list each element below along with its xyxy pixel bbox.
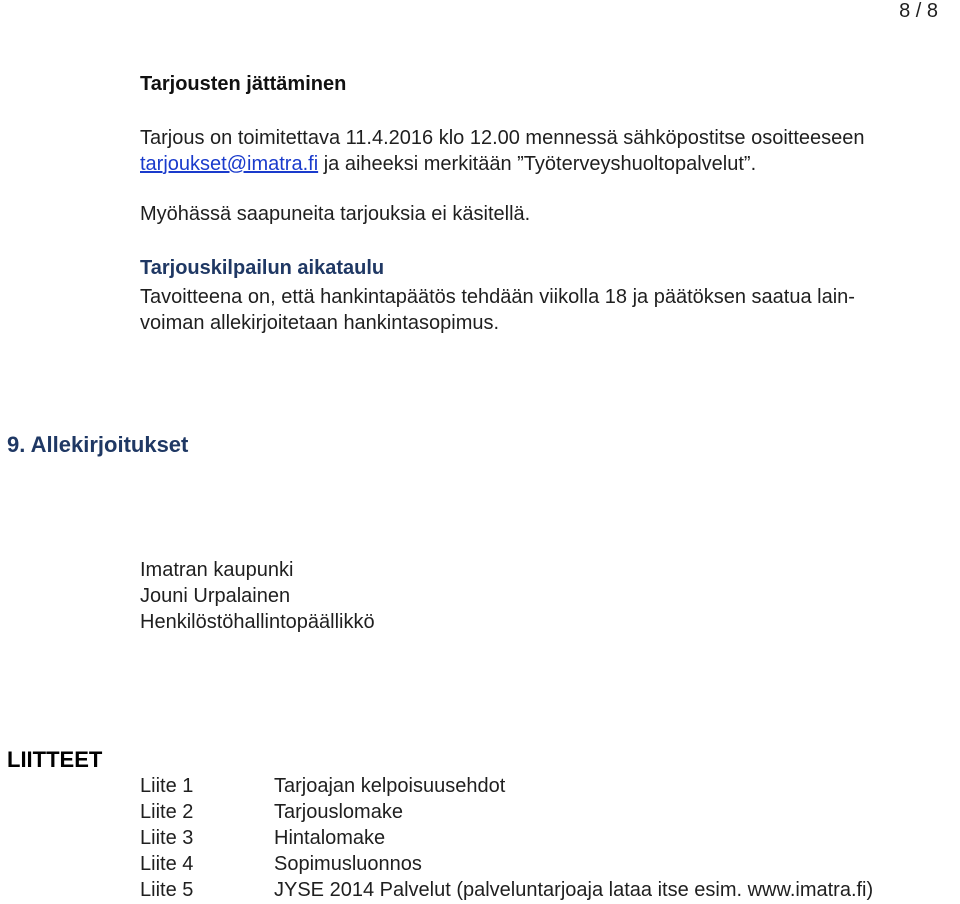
schedule-line1: Tavoitteena on, että hankintapäätös tehdään viikolla 18 ja päätöksen saatua lain-	[140, 286, 855, 308]
offers-line2-rest: ja aiheeksi merkitään ”Työterveyshuoltopalvelut”.	[318, 153, 757, 175]
offers-line1: Tarjous on toimitettava 11.4.2016 klo 12.00 mennessä sähköpostitse osoitteeseen	[140, 127, 865, 149]
attachment-desc: Hintalomake	[274, 827, 386, 849]
signature-organization: Imatran kaupunki	[140, 559, 294, 581]
offers-line2	[140, 151, 756, 177]
attachment-id: Liite 1	[140, 775, 194, 797]
signature-name: Jouni Urpalainen	[140, 585, 291, 607]
attachment-desc: Sopimusluonnos	[274, 853, 422, 875]
signatures-heading: 9. Allekirjoitukset	[7, 432, 189, 457]
late-offers-note: Myöhässä saapuneita tarjouksia ei käsitellä.	[140, 203, 531, 225]
signature-title: Henkilöstöhallintopäällikkö	[140, 611, 375, 633]
attachment-row	[140, 879, 873, 902]
attachment-row	[140, 775, 505, 798]
schedule-line2: voiman allekirjoitetaan hankintasopimus.	[140, 312, 500, 334]
attachment-id: Liite 3	[140, 827, 194, 849]
attachments-heading: LIITTEET	[7, 747, 103, 772]
offers-heading: Tarjousten jättäminen	[140, 73, 347, 95]
attachment-row	[140, 853, 422, 876]
attachment-desc: Tarjoajan kelpoisuusehdot	[274, 775, 506, 797]
schedule-heading: Tarjouskilpailun aikataulu	[140, 257, 385, 279]
email-link[interactable]: tarjoukset@imatra.fi	[140, 153, 319, 175]
page-number: 8 / 8	[899, 0, 938, 22]
attachment-id: Liite 2	[140, 801, 194, 823]
attachment-id: Liite 5	[140, 879, 194, 901]
attachment-desc: Tarjouslomake	[274, 801, 403, 823]
attachment-row	[140, 801, 403, 824]
attachment-desc: JYSE 2014 Palvelut (palveluntarjoaja lataa itse esim. www.imatra.fi)	[274, 879, 874, 901]
attachment-id: Liite 4	[140, 853, 194, 875]
attachment-row	[140, 827, 385, 850]
